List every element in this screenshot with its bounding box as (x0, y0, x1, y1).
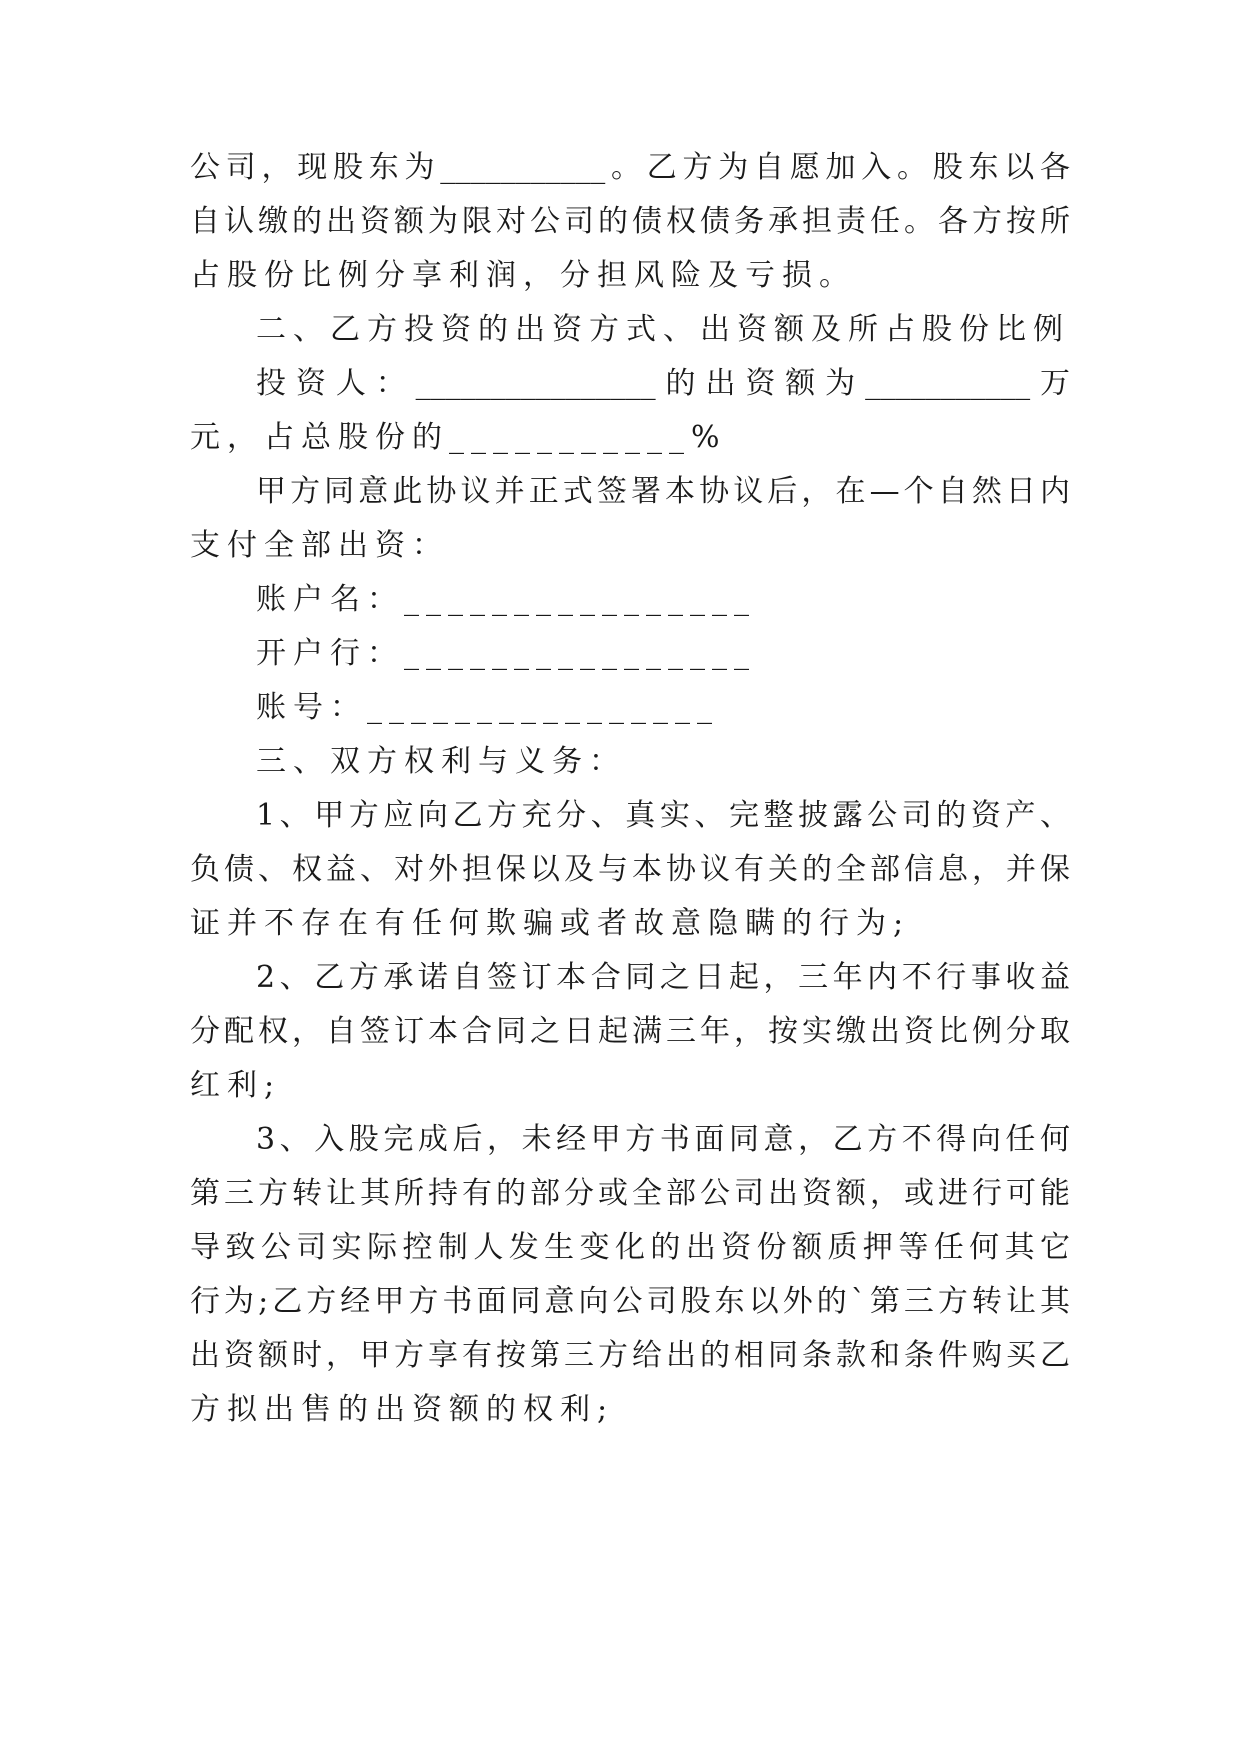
text-line: 元，占总股份的___________% (190, 420, 727, 455)
section-heading: 二、乙方投资的出资方式、出资额及所占股份比例 (256, 312, 1070, 347)
account-name-field: 账户名：________________ (256, 582, 756, 617)
text-line: 支付全部出资： (190, 528, 449, 563)
text-line: 第三方转让其所持有的部分或全部公司出资额，或进行可能 (190, 1176, 1070, 1211)
text-line: 甲方同意此协议并正式签署本协议后，在—个自然日内 (256, 474, 1070, 509)
text-line: 导致公司实际控制人发生变化的出资份额质押等任何其它 (190, 1230, 1070, 1265)
section-heading: 三、双方权利与义务： (256, 744, 626, 779)
text-line: 自认缴的出资额为限对公司的债权债务承担责任。各方按所 (190, 204, 1070, 239)
text-line: 3、入股完成后，未经甲方书面同意，乙方不得向任何 (256, 1122, 1070, 1157)
text-line: 负债、权益、对外担保以及与本协议有关的全部信息，并保 (190, 852, 1070, 887)
text-line: 投资人：________________的出资额为___________万 (256, 366, 1070, 401)
text-line: 证并不存在有任何欺骗或者故意隐瞒的行为; (190, 906, 911, 941)
bank-field: 开户行：________________ (256, 636, 756, 671)
text-line: 分配权，自签订本合同之日起满三年，按实缴出资比例分取 (190, 1014, 1070, 1049)
text-line: 占股份比例分享利润，分担风险及亏损。 (190, 258, 856, 293)
text-line: 方拟出售的出资额的权利; (190, 1392, 615, 1427)
account-number-field: 账号：________________ (256, 690, 719, 725)
text-line: 行为;乙方经甲方书面同意向公司股东以外的`第三方转让其 (190, 1284, 1070, 1319)
text-line: 2、乙方承诺自签订本合同之日起，三年内不行事收益 (256, 960, 1070, 995)
text-line: 出资额时，甲方享有按第三方给出的相同条款和条件购买乙 (190, 1338, 1070, 1373)
text-line: 1、甲方应向乙方充分、真实、完整披露公司的资产、 (256, 798, 1070, 833)
text-line: 公司，现股东为___________。乙方为自愿加入。股东以各 (190, 150, 1070, 185)
text-line: 红利; (190, 1068, 282, 1103)
